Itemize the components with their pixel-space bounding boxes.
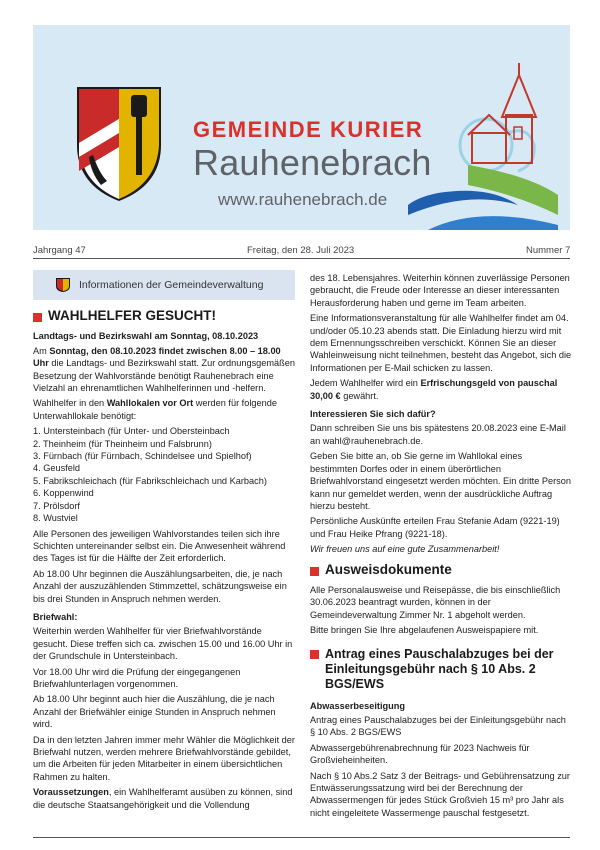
paragraph: Antrag eines Pauschalabzuges bei der Einleitungsgebühr nach § 10 Abs. 2 BGS/EWS (310, 714, 566, 738)
paragraph: Nach § 10 Abs.2 Satz 3 der Beitrags- und Gebührensatzung zur Entwässerungssatzung wird bei der Berechnung der Abwassermengen für jedes Stück Großvieh 15 m³ pro Jahr als nicht eingeleitete Wassermenge pauschal festgesetzt. (310, 770, 570, 818)
list-item: 6. Koppenwind (33, 488, 94, 499)
paragraph: des 18. Lebensjahres. Weiterhin können zuverlässige Personen gebraucht, die Freude oder Interesse an dieser interessanten Herausforderung haben und gerne im Team arbeiten. (310, 273, 570, 308)
red-square-bullet-icon (33, 313, 42, 322)
town-name: Rauhenebrach (193, 142, 432, 183)
left-column (33, 270, 295, 814)
paragraph: Am Sonntag, den 08.10.2023 findet zwischen 8.00 – 18.00 Uhr die Landtags- und Bezirkswahl statt. Zur ordnungsgemäßen Besetzung der Wahlvorstände benötigt Rauhenebrach eine Vielzahl an ehrenamtlichen Wahlhelferinnen und -helfern. (33, 345, 295, 394)
section-banner-label: Informationen der Gemeindeverwaltung (79, 279, 264, 291)
issue-number: Nummer 7 (526, 245, 571, 256)
paragraph: Wahlhelfer in den Wahllokalen vor Ort werden für folgende Unterwahllokale benötigt: (33, 398, 277, 421)
article-title-ausweis: Ausweisdokumente (310, 564, 572, 576)
crest-icon (55, 277, 71, 293)
article-title-pauschalabzug: Antrag eines Pauschalabzuges bei der Einleitungsgebühr nach § 10 Abs. 2 BGS/EWS (310, 647, 572, 692)
paragraph: Ab 18.00 Uhr beginnt auch hier die Auszählung, die je nach Anzahl der Briefwähler einige Stunden in Anspruch nehmen wird. (33, 694, 276, 730)
list-item: 2. Theinheim (für Theinheim und Falsbrunn) (33, 438, 212, 449)
paragraph: Eine Informationsveranstaltung für alle Wahlhelfer findet am 04. und/oder 05.10.23 abends statt. Die Einladung hierzu wird mit dem Ernennungsschreiben verschickt. Können Sie an dieser Wahleinweisung nicht teilnehmen, besteht das Angebot, sich die Informationen per E-Mail schicken zu lassen. (310, 313, 572, 373)
paragraph: Dann schreiben Sie uns bis spätestens 20.08.2023 eine E-Mail an wahl@rauhenebrach.de. (310, 423, 566, 446)
paragraph: Abwassergebührenabrechnung für 2023 Nachweis für Großvieheinheiten. (310, 742, 530, 766)
paragraph: Alle Personen des jeweiligen Wahlvorstandes teilen sich ihre Schichten untereinander selbst ein. Die Anwesenheit während des Tages ist für die Hälfte der Zeit erforderlich. (33, 528, 286, 564)
list-item: 4. Geusfeld (33, 463, 80, 474)
subheading-interest: Interessieren Sie sich dafür? (310, 409, 436, 420)
paragraph: Voraussetzungen, ein Wahlhelferamt ausüben zu können, sind die deutsche Staatsangehörigkeit und die Vollendung (33, 787, 293, 810)
list-item: 7. Prölsdorf (33, 500, 80, 511)
red-square-bullet-icon (310, 650, 319, 659)
header-rule (33, 258, 570, 259)
municipal-crest-icon (73, 85, 165, 203)
list-item: 3. Fürnbach (für Fürnbach, Schindelsee und Spielhof) (33, 451, 252, 462)
paragraph: Geben Sie bitte an, ob Sie gerne im Wahllokal eines bestimmten Dorfes oder in einem überörtlichen Briefwahlvorstand eingesetzt werden möchten. Ein dritte Person kann nur gemeldet werden, wenn der ausdrückliche Auftrag hierzu besteht. (310, 451, 571, 511)
section-banner (33, 270, 295, 300)
list-item: 5. Fabrikschleichach (für Fabrikschleichach und Karbach) (33, 475, 267, 486)
church-landscape-illustration (408, 55, 570, 230)
red-square-bullet-icon (310, 567, 319, 576)
volume-label: Jahrgang 47 (33, 245, 86, 256)
subheading-abwasser: Abwasserbeseitigung (310, 700, 405, 711)
subheading-election: Landtags- und Bezirkswahl am Sonntag, 08.10.2023 (33, 331, 259, 342)
subheading-briefwahl: Briefwahl: (33, 611, 78, 622)
footer-rule (33, 837, 570, 838)
paragraph: Alle Personalausweise und Reisepässe, die bis einschließlich 30.06.2023 beantragt wurden, können in der Gemeindeverwaltung Zimmer Nr. 1 abgeholt werden. (310, 584, 561, 620)
masthead (33, 25, 570, 230)
paragraph: Persönliche Auskünfte erteilen Frau Stefanie Adam (9221-19) und Frau Heike Pfrang (9221-18). (310, 516, 560, 539)
paragraph: Vor 18.00 Uhr wird die Prüfung der eingegangenen Briefwahlunterlagen vorgenommen. (33, 666, 241, 689)
paragraph: Ab 18.00 Uhr beginnen die Auszählungsarbeiten, die, je nach Anzahl der auszuzählenden Stimmzettel, schätzungsweise ein bis drei Stunden in Anspruch nehmen werden. (33, 568, 287, 604)
list-item: 1. Untersteinbach (für Unter- und Obersteinbach (33, 426, 230, 437)
newsletter-brand: GEMEINDE KURIER (193, 117, 424, 142)
article-title-wahlhelfer: WAHLHELFER GESUCHT! (33, 310, 295, 322)
issue-date: Freitag, den 28. Juli 2023 (247, 245, 355, 256)
list-item: 8. Wustviel (33, 513, 78, 524)
polling-station-list (33, 425, 295, 524)
paragraph: Weiterhin werden Wahlhelfer für vier Briefwahlvorstände gesucht. Diese treffen sich ca. zwischen 15.00 und 16.00 Uhr in der Grundschule in Untersteinbach. (33, 626, 293, 662)
paragraph: Da in den letzten Jahren immer mehr Wähler die Möglichkeit der Briefwahl nutzen, werden mehrere Briefwahlvorstände gebildet, um die Arbeiten für jeden Mitarbeiter in einem übersichtlichen Rahmen zu halten. (33, 734, 295, 782)
closing-line: Wir freuen uns auf eine gute Zusammenarbeit! (310, 544, 500, 555)
website-link[interactable]: www.rauhenebrach.de (218, 190, 388, 209)
right-column (310, 272, 572, 822)
paragraph: Bitte bringen Sie Ihre abgelaufenen Ausweispapiere mit. (310, 625, 539, 636)
paragraph: Jedem Wahlhelfer wird ein Erfrischungsgeld von pauschal 30,00 € gewährt. (310, 378, 558, 401)
